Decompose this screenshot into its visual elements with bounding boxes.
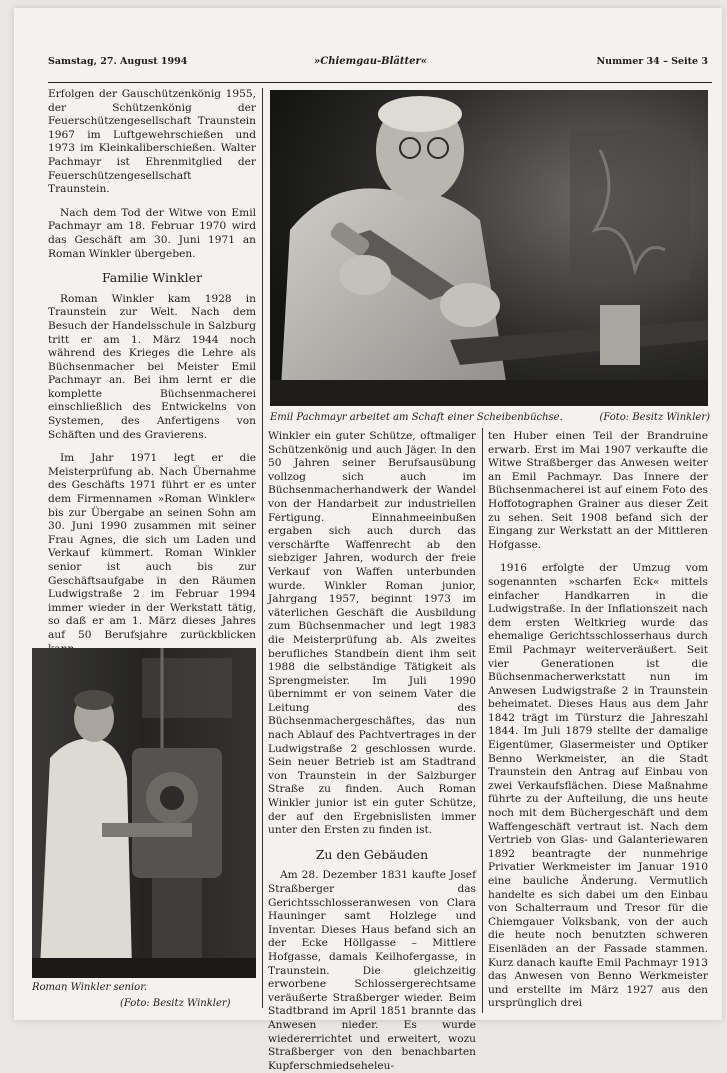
header-rule: [48, 82, 712, 83]
heading-familie-winkler: Familie Winkler: [101, 270, 203, 286]
column-2: [268, 430, 476, 1072]
top-photo-credit: (Foto: Besitz Winkler): [599, 412, 710, 423]
col1-paragraph-2: Nach dem Tod der Witwe von Emil Pachmayr am 18. Februar 1970 wird das Geschäft am 30. Juni 1971 an Roman Winkler übergeben.: [48, 206, 256, 260]
col3-paragraph-1: ten Huber einen Teil der Brandruine erwarb. Erst im Mai 1907 verkaufte die Witwe Straßberger das Anwesen weiter an Emil Pachmayr. Das Innere der Büchsenmacherei ist auf einem Foto des Hoffotographen Grainer aus dieser Zeit zu sehen. Seit 1908 befand sich der Eingang zur Werkstatt an der Mittleren Hofgasse.: [488, 430, 708, 551]
column-1: [48, 88, 256, 648]
column-3: [488, 430, 708, 1016]
photo-emil-pachmayr: [270, 90, 708, 406]
bottom-photo-caption: Roman Winkler senior.: [32, 982, 148, 993]
col2-paragraph-1: Winkler ein guter Schütze, oftmaliger Schützenkönig und auch Jäger. In den 50 Jahren seiner Berufsausübung vollzog sich auch im Büchsenmacherhandwerk der Wandel von der Handarbeit zur industriellen Fertigung. Einnahmeeinbußen ergaben sich auch durch das verschärfte Waffenrecht ab den siebziger Jahren, wodurch der freie Verkauf von Waffen unterbunden wurde. Winkler Roman junior, Jahrgang 1957, beginnt 1973 im väterlichen Geschäft die Ausbildung zum Büchsenmacher und legt 1983 die Meisterprüfung ab. Als zweites berufliches Standbein dient ihm seit 1988 die selbständige Tätigkeit als Sprengmeister. Im Juli 1990 übernimmt er von seinem Vater die Leitung des Büchsenmachergeschäftes, das nun nach Ablauf des Pachtvertrages in der Ludwigstraße 2 geschlossen wurde. Sein neuer Betrieb ist am Stadtrand von Traunstein in der Salzburger Straße zu finden. Auch Roman Winkler junior ist ein guter Schütze, der auf den Ergebnislisten immer unter den Ersten zu finden ist.: [268, 430, 476, 837]
photo-roman-winkler-senior: [32, 648, 256, 978]
newspaper-page: [14, 8, 722, 1072]
col1-paragraph-4: Im Jahr 1971 legt er die Meisterprüfung ab. Nach Übernahme des Geschäfts 1971 führt er es unter dem Firmennamen »Roman Winkler« bis zur Übergabe an seinen Sohn am 30. Juni 1990 zusammen mit seiner Frau Agnes, die sich um Laden und Verkauf kümmert. Roman Winkler senior ist auch bis zur Geschäftsaufgabe in den Räumen Ludwigstraße 2 im Februar 1994 immer wieder in der Werkstatt tätig, so daß er am 1. März dieses Jahres auf 50 Berufsjahre zurückblicken: [48, 452, 256, 641]
heading-zu-den-gebaeuden: Zu den Gebäuden: [315, 846, 429, 862]
header-issue-page: Nummer 34 – Seite 3: [596, 56, 708, 67]
bottom-photo-credit: (Foto: Besitz Winkler): [120, 998, 231, 1009]
col3-paragraph-2: 1916 erfolgte der Umzug vom sogenannten »scharfen Eck« mittels einfacher Handkarren in die Ludwigstraße. In der Inflationszeit nach dem ersten Weltkrieg wurde das ehemalige Gerichtsschlosserhaus durch Emil Pachmayr weiterveräußert. Seit vier Generationen ist die Büchsenmacherwerkstatt nun im Anwesen Ludwigstraße 2 in Traunstein beheimatet. Dieses Haus aus dem Jahr 1842 trägt im Türsturz die Jahreszahl 1844. Im Juli 1879 stellte der damalige Eigentümer, Glasermeister und Optiker Benno Werkmeister, an die Stadt Traunstein den Antrag auf Einbau von zwei Verkaufsflächen. Diese Maßnahme führte zu der Aufteilung, die uns heute noch mit dem Büchergeschäft und dem Waffengeschäft vertraut ist. Nach dem Vertrieb von Glas- und Galanteriewaren 1892 beantragte der nunmehrige Privatier Werkmeister im Januar 1910 eine bauliche Änderung. Vermutlich handelte es sich dabei um den Einbau von Schalterraum und Tresor für die Chiemgauer Volksbank, von der auch die heute noch benutzten schweren Eisenläden an der Fassade stammen. Kurz danach kaufte Emil Pachmayr 1913 das Anwesen von Benno Werkmeister und erstellte im März 1927 aus den ursprünglich drei: [488, 562, 708, 1010]
col2-paragraph-2: Am 28. Dezember 1831 kaufte Josef Straßberger das Gerichtsschlosseranwesen von Clara Hauninger samt Holzlege und Inventar. Dieses Haus befand sich an der Ecke Höllgasse – Mittlere Hofgasse, damals Keilhofergasse, in Traunstein. Die gleichzeitig erworbene Schlossergerechtsame veräußerte Straßberger wieder. Beim Stadtbrand im April 1851 brannte das Anwesen nieder. Es wurde wiedererrichtet und erweitert, wozu Straßberger von den benachbarten Kupferschmiedseheleu-: [268, 869, 476, 1072]
column-divider-1: [262, 88, 263, 1008]
top-photo-caption: Emil Pachmayr arbeitet am Schaft einer Scheibenbüchse.: [270, 412, 563, 423]
column-divider-2: [482, 428, 483, 1013]
col1-paragraph-1: Erfolgen der Gauschützenkönig 1955, der Schützenkönig der Feuerschützengesellschaft Traunstein 1967 im Luftgewehrschießen und 1973 im Kleinkaliberschießen. Walter Pachmayr ist Ehrenmitglied der Feuerschützengesellschaft Traunstein.: [48, 88, 256, 196]
header-masthead: »Chiemgau-Blätter«: [314, 56, 427, 67]
header-date: Samstag, 27. August 1994: [48, 56, 188, 67]
col1-paragraph-3: Roman Winkler kam 1928 in Traunstein zur Welt. Nach dem Besuch der Handelsschule in Salzburg tritt er am 1. März 1944 noch während des Krieges die Lehre als Büchsenmacher bei Meister Emil Pachmayr an. Bei ihm lernt er die komplette Büchsenmacherei einschließlich des Entwickelns von Systemen, des Anfertigens von Schäften und des Gravierens.: [48, 292, 256, 441]
